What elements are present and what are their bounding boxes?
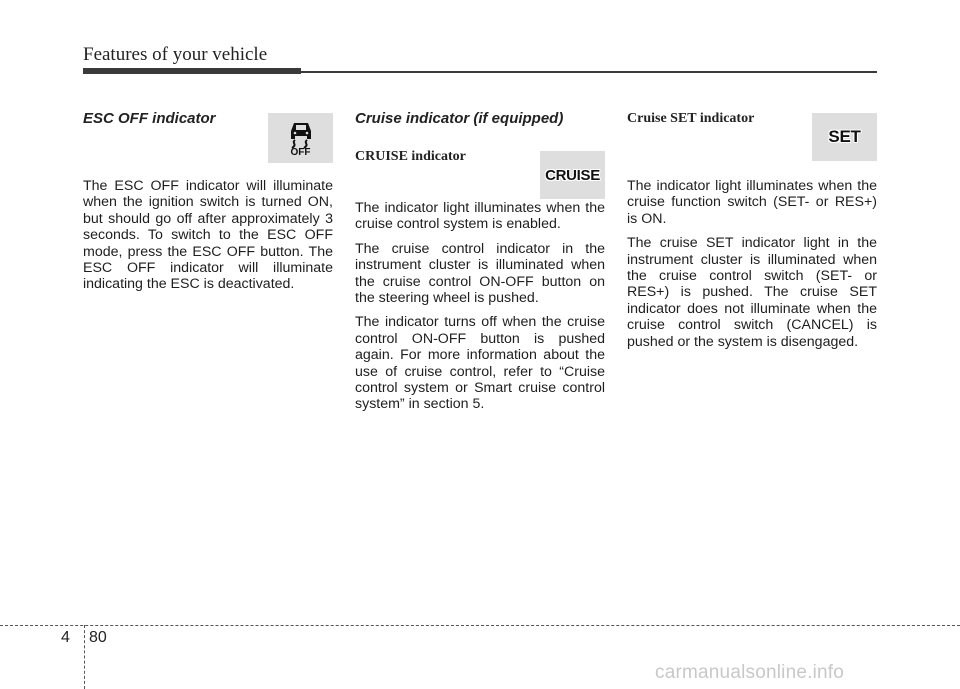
cruise-set-subheading: Cruise SET indicator bbox=[627, 111, 755, 126]
cruise-set-indicator-badge bbox=[812, 113, 877, 161]
esc-off-indicator-badge bbox=[268, 113, 333, 163]
esc-off-body: The ESC OFF indicator will illuminate when the ignition switch is turned ON, but should go off after approximately 3 seconds. To switch to the ESC OFF mode, press the ESC OFF button. The ESC OFF indicator will illuminate indicating the ESC is deactivated. bbox=[83, 178, 333, 293]
cruise-set-paragraph: The indicator light illuminates when the cruise function switch (SET- or RES+) is ON. bbox=[627, 178, 877, 227]
cruise-badge-label: CRUISE bbox=[545, 166, 600, 184]
header-rule-thin bbox=[301, 71, 877, 73]
cruise-set-paragraph: The cruise SET indicator light in the instrument cluster is illuminated when the cruise control switch (SET- or RES+) is pushed. The cruise SET indicator does not illuminate when the cruise control switch (CANCEL) is pushed or the system is disengaged. bbox=[627, 235, 877, 350]
esc-off-car-skid-icon bbox=[286, 119, 316, 149]
page-header-title: Features of your vehicle bbox=[83, 44, 268, 65]
watermark-text: carmanualsonline.info bbox=[655, 662, 845, 683]
cruise-heading: Cruise indicator (if equipped) bbox=[355, 110, 564, 127]
cruise-paragraph: The indicator light illuminates when the cruise control system is enabled. bbox=[355, 200, 605, 233]
cruise-subheading: CRUISE indicator bbox=[355, 149, 466, 164]
cruise-paragraph: The cruise control indicator in the instrument cluster is illuminated when the cruise control ON-OFF button on the steering wheel is pushed. bbox=[355, 240, 605, 307]
page-number: 80 bbox=[89, 629, 107, 646]
footer-rule bbox=[0, 625, 960, 626]
spacer bbox=[355, 140, 605, 148]
cruise-indicator-badge bbox=[540, 151, 605, 199]
header-rule-thick bbox=[83, 68, 301, 74]
cruise-paragraph: The indicator turns off when the cruise control ON-OFF button is pushed again. For more information about the use of cruise control, refer to “Cruise control system or Smart cruise control system” in section 5. bbox=[355, 314, 605, 413]
esc-off-icon-label: OFF bbox=[290, 146, 311, 158]
chapter-number: 4 bbox=[61, 629, 70, 646]
footer-divider bbox=[84, 625, 85, 689]
esc-off-heading: ESC OFF indicator bbox=[83, 110, 216, 127]
set-badge-label: SET bbox=[828, 127, 861, 146]
